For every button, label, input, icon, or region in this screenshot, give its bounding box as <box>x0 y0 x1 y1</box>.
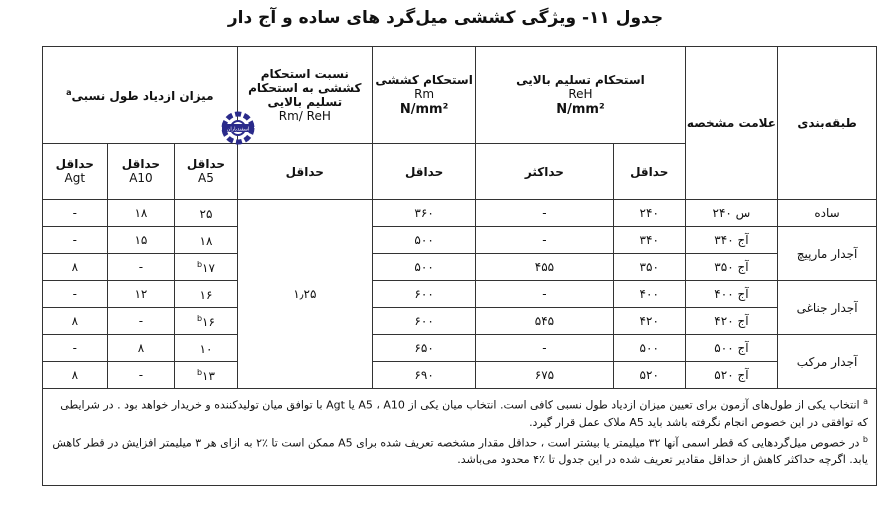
header-yield-label: استحکام تسلیم بالایی <box>516 72 645 87</box>
footnote-ref-a: a <box>66 87 72 97</box>
cell-yield-max: - <box>476 200 614 227</box>
cell-mark: س ۲۴۰ <box>685 200 777 227</box>
cell-agt: - <box>43 227 108 254</box>
table-row <box>43 281 877 308</box>
cell-a5 <box>175 254 237 281</box>
cell-yield-min: ۲۴۰ <box>613 200 685 227</box>
header-yield-max: حداکثر <box>476 144 614 200</box>
cell-a5 <box>175 308 237 335</box>
group-herringbone: آجدار جناغی <box>778 281 877 335</box>
cell-yield-min: ۵۰۰ <box>613 335 685 362</box>
cell-a10: ۱۲ <box>107 281 175 308</box>
cell-a5-value: ۱۸ <box>199 233 213 248</box>
cell-yield-max: - <box>476 227 614 254</box>
cell-mark: آج ۵۲۰ <box>685 362 777 389</box>
cell-a5-value: ۱۶ <box>202 314 215 329</box>
cell-agt: ۸ <box>43 308 108 335</box>
header-agt-min: حداقل <box>55 157 94 171</box>
footnotes <box>43 389 877 486</box>
cell-agt: - <box>43 281 108 308</box>
cell-tensile: ۶۰۰ <box>373 308 476 335</box>
header-yield-unit: N/mm² <box>556 101 605 117</box>
table-row <box>43 254 877 281</box>
cell-a5-sup: b <box>196 313 203 323</box>
header-tensile <box>373 47 476 144</box>
header-a10-min: حداقل <box>121 157 161 171</box>
cell-yield-min: ۴۰۰ <box>613 281 685 308</box>
group-composite: آجدار مرکب <box>778 335 877 389</box>
group-spiral: آجدار مارپیچ <box>778 227 877 281</box>
table-row <box>43 335 877 362</box>
table-row <box>43 200 877 227</box>
table-row <box>43 362 877 389</box>
cell-tensile: ۶۵۰ <box>373 335 476 362</box>
cell-yield-min: ۵۲۰ <box>613 362 685 389</box>
header-a5 <box>175 144 237 200</box>
header-ratio-label: نسبت استحکام کششی به استحکام تسلیم بالایی <box>248 66 362 109</box>
header-classification: طبقه‌بندی <box>778 47 877 200</box>
cell-yield-min: ۳۵۰ <box>613 254 685 281</box>
cell-yield-max: ۶۷۵ <box>476 362 614 389</box>
cell-tensile: ۵۰۰ <box>373 227 476 254</box>
cell-a5 <box>175 200 237 227</box>
header-a5-symbol: A5 <box>198 171 214 185</box>
header-tensile-min: حداقل <box>373 144 476 200</box>
header-tensile-symbol: Rm <box>414 86 435 101</box>
cell-tensile: ۶۹۰ <box>373 362 476 389</box>
cell-a10: ۱۸ <box>107 200 175 227</box>
cell-a5-value: ۱۷ <box>202 260 215 275</box>
header-mark: علامت مشخصه <box>685 47 777 200</box>
cell-a10: - <box>107 362 175 389</box>
logo-text: اسفندیاران <box>226 126 250 133</box>
header-yield <box>476 47 686 144</box>
cell-tensile: ۳۶۰ <box>373 200 476 227</box>
header-a5-min: حداقل <box>186 157 226 171</box>
header-ratio-min: حداقل <box>237 144 372 200</box>
group-plain: ساده <box>778 200 877 227</box>
cell-ratio: ۱٫۲۵ <box>237 200 372 389</box>
cell-yield-max: - <box>476 281 614 308</box>
header-tensile-unit: N/mm² <box>399 101 449 117</box>
header-a10-symbol: A10 <box>129 171 153 185</box>
cell-a5-value: ۱۳ <box>202 368 215 383</box>
header-elongation-label: میزان ازدیاد طول نسبی <box>71 88 214 103</box>
cell-yield-max: ۴۵۵ <box>476 254 614 281</box>
cell-a10: - <box>107 308 175 335</box>
tensile-properties-table <box>42 46 877 486</box>
header-a10 <box>107 144 175 200</box>
cell-mark: آج ۳۴۰ <box>685 227 777 254</box>
footnote-b-text: در خصوص میل‌گردهایی که قطر اسمی آنها ۳۲ میلیمتر یا بیشتر است ، حداقل مقدار مشخصه تعریف شده برای A5 ممکن است تا ٪۲ به ازای هر ۳ میلیمتر افزایش در قطر کاهش یابد. اگرچه حداکثر کاهش از حداقل مقادیر تعریف شده در این جدول تا ٪۴ محدود می‌باشد. <box>52 436 868 467</box>
header-agt-symbol: Agt <box>64 171 86 185</box>
cell-a10: ۸ <box>107 335 175 362</box>
cell-agt: - <box>43 200 108 227</box>
footnote-a <box>51 393 868 431</box>
header-yield-symbol: ReH <box>568 86 593 101</box>
header-tensile-label: استحکام کششی <box>375 72 473 87</box>
table-row <box>43 308 877 335</box>
cell-tensile: ۶۰۰ <box>373 281 476 308</box>
cell-a5-value: ۲۵ <box>199 206 213 221</box>
cell-a5-value: ۱۰ <box>199 341 213 356</box>
cell-a10: - <box>107 254 175 281</box>
cell-mark: آج ۴۰۰ <box>685 281 777 308</box>
cell-mark: آج ۳۵۰ <box>685 254 777 281</box>
footnote-a-mark: a <box>863 397 868 406</box>
cell-yield-min: ۳۴۰ <box>613 227 685 254</box>
cell-a5-sup: b <box>196 367 203 377</box>
footnote-a-text: انتخاب یکی از طول‌های آزمون برای تعیین میزان ازدیاد طول نسبی کافی است. انتخاب میان یکی از A5 ، A10 یا Agt با توافق میان تولیدکننده و خریدار خواهد بود . در شرایطی که توافقی در این خصوص انجام نگرفته باشد باید A5 ملاک عمل قرار گیرد. <box>60 398 868 429</box>
cell-yield-min: ۴۲۰ <box>613 308 685 335</box>
cell-yield-max: - <box>476 335 614 362</box>
cell-a10: ۱۵ <box>107 227 175 254</box>
cell-agt: ۸ <box>43 254 108 281</box>
cell-a5-value: ۱۶ <box>199 287 213 302</box>
cell-tensile: ۵۰۰ <box>373 254 476 281</box>
header-elongation <box>43 47 238 144</box>
cell-agt: ۸ <box>43 362 108 389</box>
table-title: جدول ۱۱- ویژگی کششی میل‌گرد های ساده و آج دار <box>227 8 664 28</box>
footnote-b <box>51 431 868 469</box>
footnotes-row <box>43 389 877 486</box>
header-ratio-symbol: Rm/ ReH <box>278 108 331 123</box>
footnote-b-mark: b <box>862 434 868 444</box>
cell-a5 <box>175 362 237 389</box>
cell-a5 <box>175 227 237 254</box>
cell-agt: - <box>43 335 108 362</box>
cell-a5 <box>175 335 237 362</box>
cell-mark: آج ۴۲۰ <box>685 308 777 335</box>
header-yield-min: حداقل <box>613 144 685 200</box>
cell-mark: آج ۵۰۰ <box>685 335 777 362</box>
header-agt <box>43 144 108 200</box>
cell-a5-sup: b <box>196 259 203 269</box>
watermark-logo <box>218 108 258 148</box>
cell-a5 <box>175 281 237 308</box>
table-row <box>43 227 877 254</box>
cell-yield-max: ۵۴۵ <box>476 308 614 335</box>
